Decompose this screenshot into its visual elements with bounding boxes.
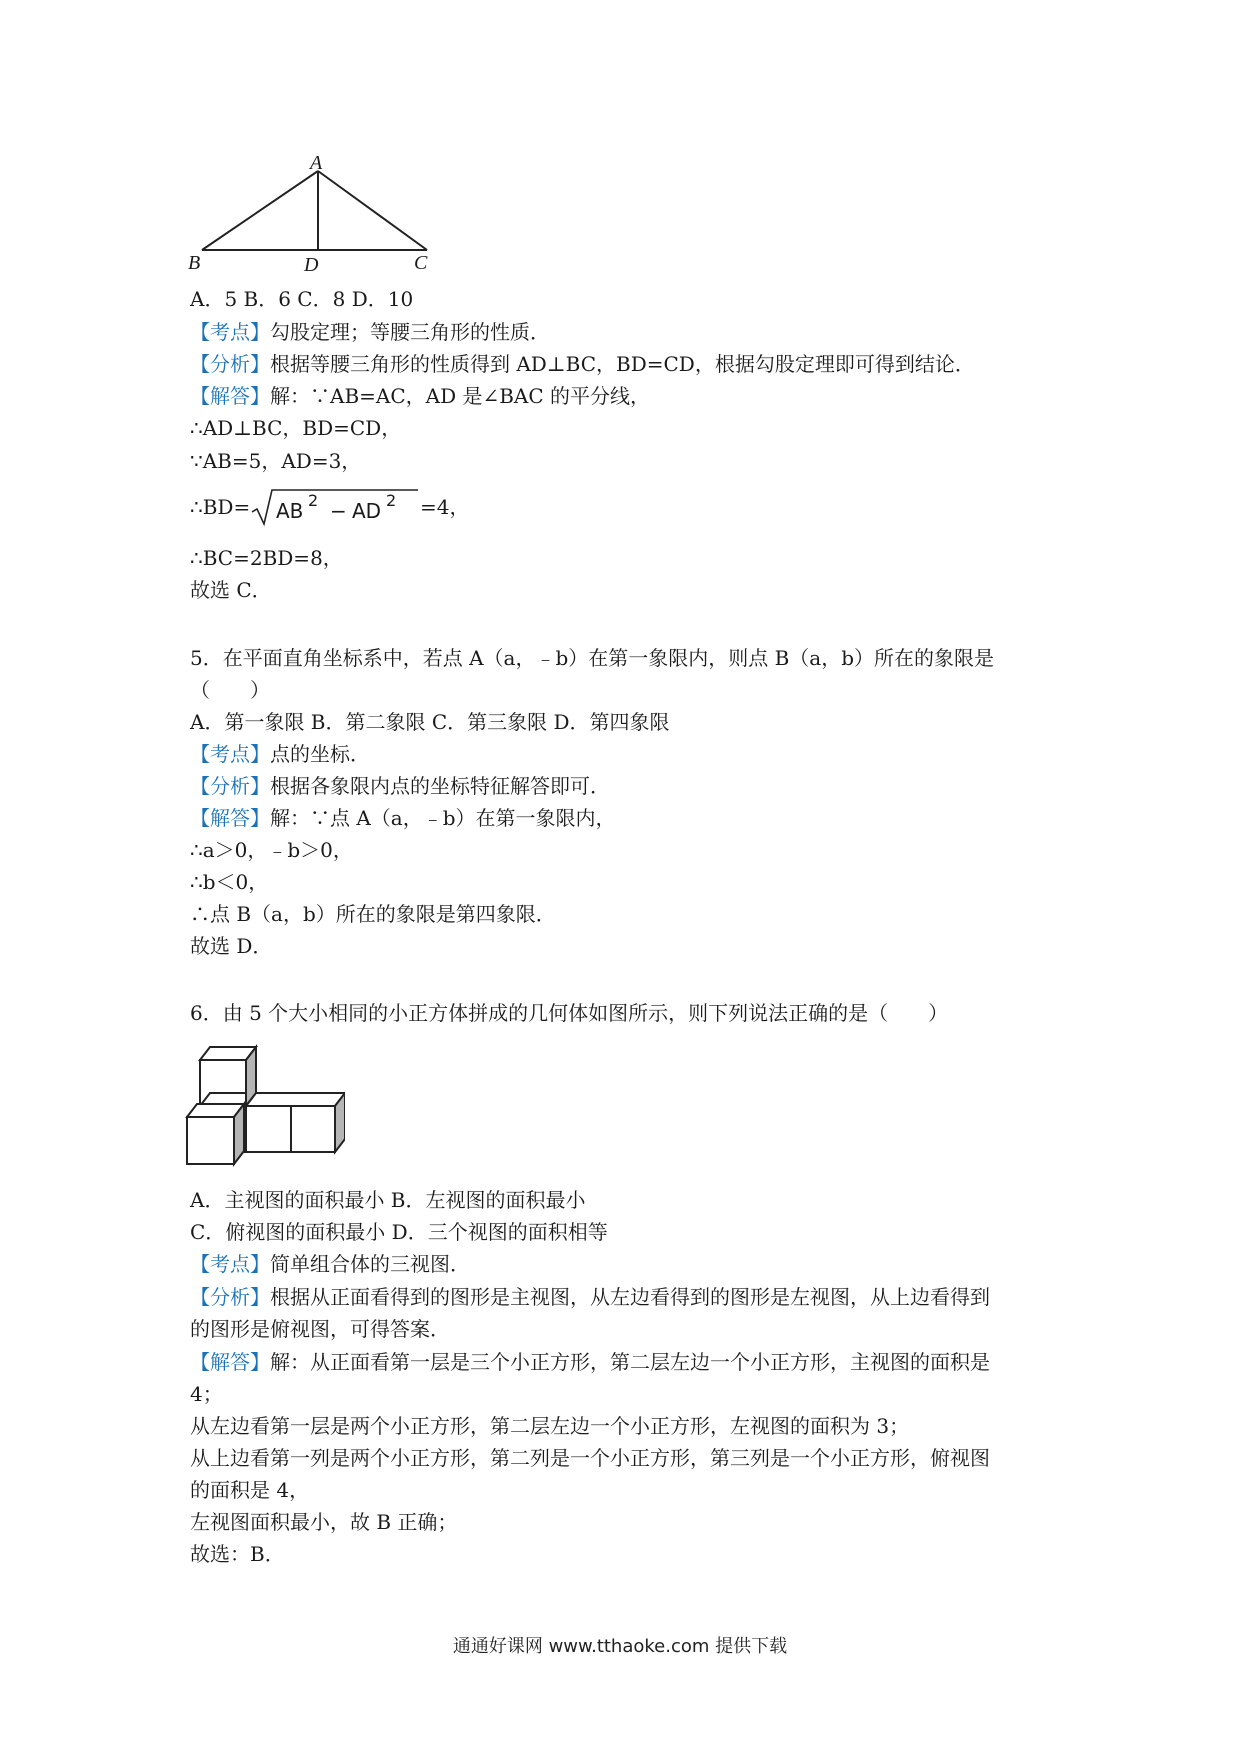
q6-line6: 左视图面积最小，故 B 正确； [190,1510,458,1534]
kaodian-text: 简单组合体的三视图． [270,1252,470,1276]
q6-kaodian [190,1251,470,1277]
q5-stem: 5．在平面直角坐标系中，若点 A（a，﹣b）在第一象限内，则点 B（a，b）所在的象限是 [190,646,995,670]
page-footer: 通通好课网 www.tthaoke.com 提供下载 [452,1636,788,1657]
q5-kaodian [190,741,370,767]
q4-step1: ∴AD⊥BC，BD=CD， [190,416,402,440]
q5-jieda [190,805,616,831]
fenxi-tag: 【分析】 [190,1285,270,1309]
kaodian-text: 点的坐标． [270,742,370,766]
q5-options: A．第一象限 B．第二象限 C．第三象限 D．第四象限 [190,710,670,734]
q6-jieda [190,1349,990,1375]
q5-paren: （ ） [190,678,270,702]
label-b: B [188,252,201,274]
q6-fenxi [190,1284,990,1310]
jieda-tag: 【解答】 [190,806,270,830]
fenxi-tag: 【分析】 [190,352,270,376]
q4-answer: 故选 C． [190,578,272,602]
q6-options-1: A．主视图的面积最小 B．左视图的面积最小 [190,1188,586,1212]
step3-suffix: =4， [420,495,470,519]
q5-fenxi [190,773,610,799]
jieda-tag: 【解答】 [190,1350,270,1374]
q6-line4: 从上边看第一列是两个小正方形，第二列是一个小正方形，第三列是一个小正方形，俯视图 [190,1446,990,1470]
label-d: D [304,254,319,276]
fenxi-tag: 【分析】 [190,774,270,798]
q4-kaodian [190,319,550,345]
fenxi-text: 根据各象限内点的坐标特征解答即可． [270,774,610,798]
q4-options: A．5 B．6 C．8 D．10 [190,287,414,311]
q5-step3: ∴点 B（a，b）所在的象限是第四象限． [190,902,556,926]
sqrt-exp-1: 2 [308,491,319,510]
q6-answer: 故选：B． [190,1542,285,1566]
kaodian-tag: 【考点】 [190,320,270,344]
label-a: A [310,152,323,174]
q6-jieda-2: 4； [190,1382,223,1406]
kaodian-tag: 【考点】 [190,1252,270,1276]
q6-line5: 的面积是 4， [190,1478,310,1502]
q6-stem: 6．由 5 个大小相同的小正方体拼成的几何体如图所示，则下列说法正确的是（ ） [190,1001,949,1025]
q6-fenxi-2: 的图形是俯视图，可得答案． [190,1317,450,1341]
sqrt-ab: AB [276,499,304,523]
q4-step2: ∵AB=5，AD=3， [190,449,362,473]
jieda-tag: 【解答】 [190,384,270,408]
kaodian-text: 勾股定理；等腰三角形的性质． [270,320,550,344]
sqrt-ad: AD [352,499,382,523]
kaodian-tag: 【考点】 [190,742,270,766]
fenxi-text: 根据从正面看得到的图形是主视图，从左边看得到的图形是左视图，从上边看得到 [270,1285,990,1309]
q5-step2: ∴b＜0， [190,870,269,894]
jieda-text: 解：从正面看第一层是三个小正方形，第二层左边一个小正方形，主视图的面积是 [270,1350,990,1374]
q4-step4: ∴BC=2BD=8， [190,546,343,570]
q5-step1: ∴a＞0，﹣b＞0， [190,838,353,862]
fenxi-text: 根据等腰三角形的性质得到 AD⊥BC，BD=CD，根据勾股定理即可得到结论． [270,352,975,376]
cubes-figure [185,1035,345,1175]
jieda-text: 解：∵点 A（a，﹣b）在第一象限内， [270,806,616,830]
jieda-text: 解：∵AB=AC，AD 是∠BAC 的平分线， [270,384,651,408]
sqrt-minus: − [330,499,347,523]
sqrt-exp-2: 2 [386,491,397,510]
step3-prefix: ∴BD= [190,495,251,519]
q4-jieda [190,383,650,409]
q6-line3: 从左边看第一层是两个小正方形，第二层左边一个小正方形，左视图的面积为 3； [190,1414,910,1438]
q6-options-2: C．俯视图的面积最小 D．三个视图的面积相等 [190,1220,608,1244]
label-c: C [414,252,428,274]
q5-answer: 故选 D． [190,934,273,958]
q4-fenxi [190,351,975,377]
